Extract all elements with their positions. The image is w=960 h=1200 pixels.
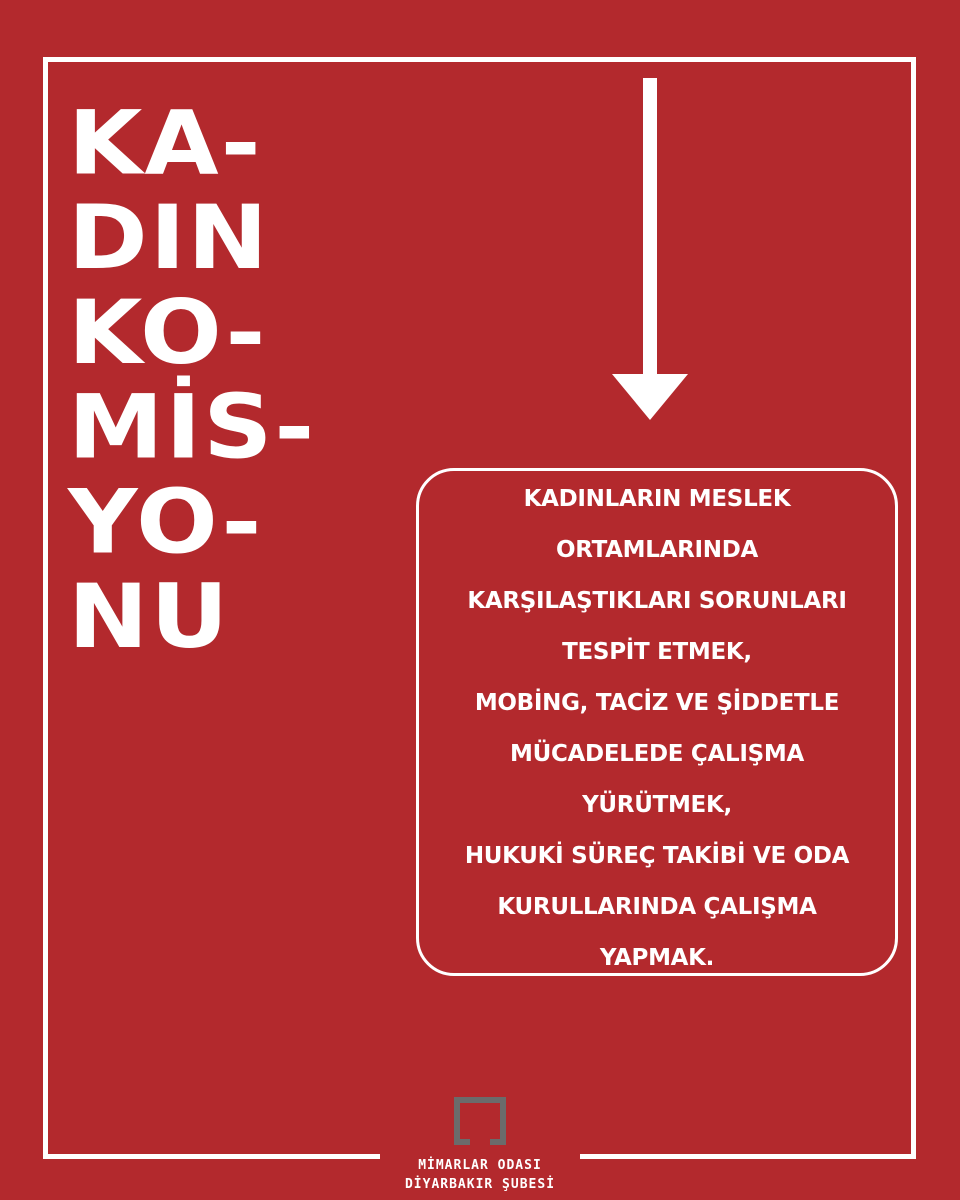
info-line: MÜCADELEDE ÇALIŞMA <box>510 741 804 767</box>
title-line: NU <box>68 565 231 669</box>
page-title <box>68 91 317 669</box>
title-line: KA- <box>68 91 263 195</box>
info-line: YAPMAK. <box>599 945 715 971</box>
info-line: ORTAMLARINDA <box>555 537 759 563</box>
info-line: TESPİT ETMEK, <box>562 639 752 665</box>
organization-name <box>380 1156 580 1194</box>
info-line: KURULLARINDA ÇALIŞMA <box>497 894 817 920</box>
title-line: YO- <box>68 470 264 574</box>
info-text <box>416 474 898 984</box>
info-line: HUKUKİ SÜREÇ TAKİBİ VE ODA <box>464 843 850 869</box>
info-line: KARŞILAŞTIKLARI SORUNLARI <box>467 588 847 614</box>
info-line: KADINLARIN MESLEK <box>523 486 791 512</box>
title-line: KO- <box>68 280 268 384</box>
organization-line: DİYARBAKIR ŞUBESİ <box>404 1177 556 1192</box>
bracket-logo-icon <box>450 1093 510 1149</box>
info-line: MOBİNG, TACİZ VE ŞİDDETLE <box>474 690 840 716</box>
organization-line: MİMARLAR ODASI <box>418 1158 542 1173</box>
info-line: YÜRÜTMEK, <box>582 792 732 818</box>
down-arrow-icon <box>610 78 690 424</box>
title-line: DIN <box>68 186 270 290</box>
title-line: MİS- <box>68 375 317 479</box>
